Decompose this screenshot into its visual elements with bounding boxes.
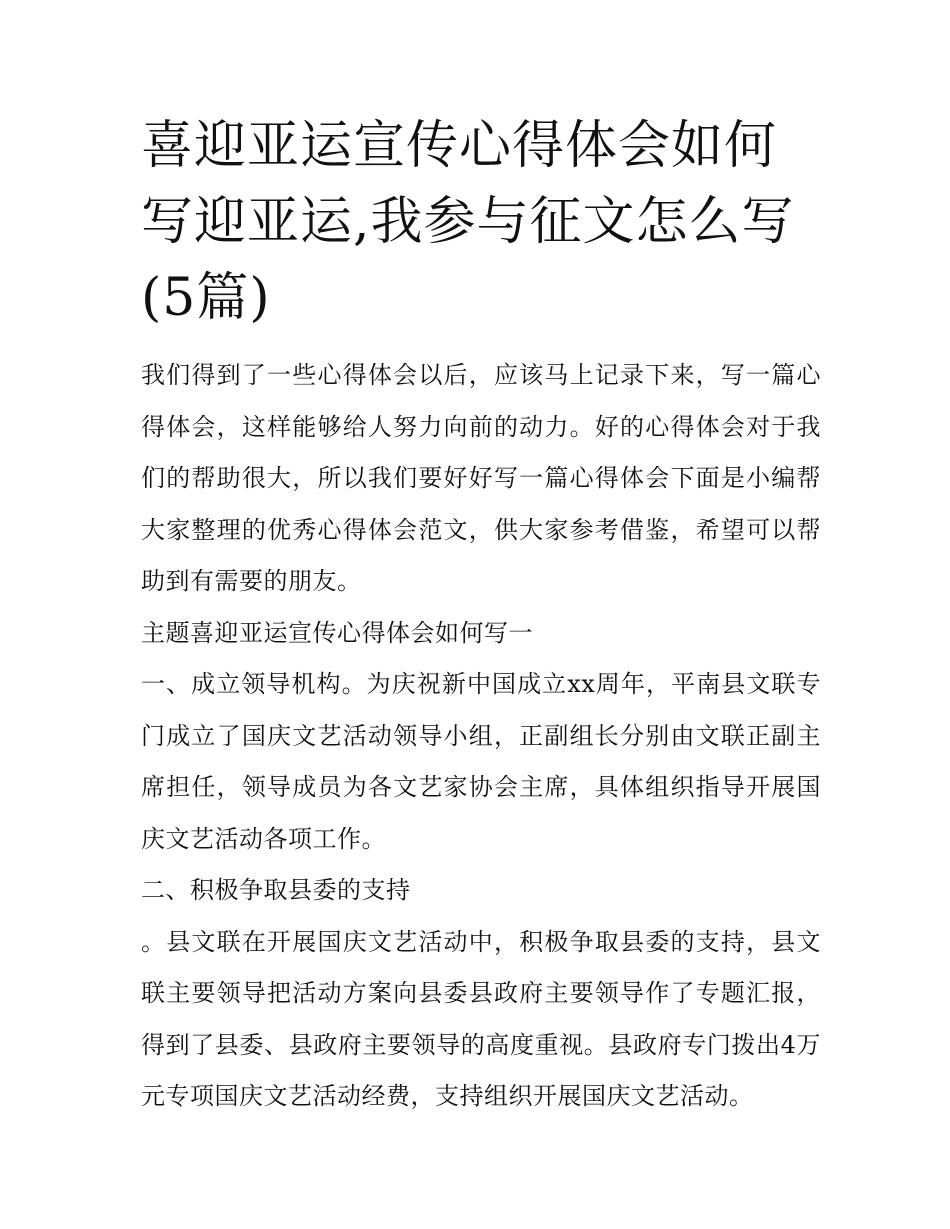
- body-paragraph-1: 一、成立领导机构。为庆祝新中国成立xx周年，平南县文联专门成立了国庆文艺活动领导小组，正副组长分别由文联正副主席担任，领导成员为各文艺家协会主席，具体组织指导开展国庆文艺活动各项工作。: [141, 670, 821, 853]
- subheading-2: 二、积极争取县委的支持: [141, 876, 411, 904]
- document-title: 喜迎亚运宣传心得体会如何写迎亚运,我参与征文怎么写(5篇): [141, 116, 795, 328]
- section-heading: 主题喜迎亚运宣传心得体会如何写一: [141, 618, 533, 647]
- body-paragraph-2: 。县文联在开展国庆文艺活动中，积极争取县委的支持，县文联主要领导把活动方案向县委县政府主要领导作了专题汇报，得到了县委、县政府主要领导的高度重视。县政府专门拨出4万元专项国庆文艺活动经费，支持组织开展国庆文艺活动。: [141, 927, 821, 1110]
- document-page: [141, 108, 821, 1123]
- intro-paragraph: 我们得到了一些心得体会以后，应该马上记录下来，写一篇心得体会，这样能够给人努力向前的动力。好的心得体会对于我们的帮助很大，所以我们要好好写一篇心得体会下面是小编帮大家整理的优秀心得体会范文，供大家参考借鉴，希望可以帮助到有需要的朋友。: [141, 361, 821, 595]
